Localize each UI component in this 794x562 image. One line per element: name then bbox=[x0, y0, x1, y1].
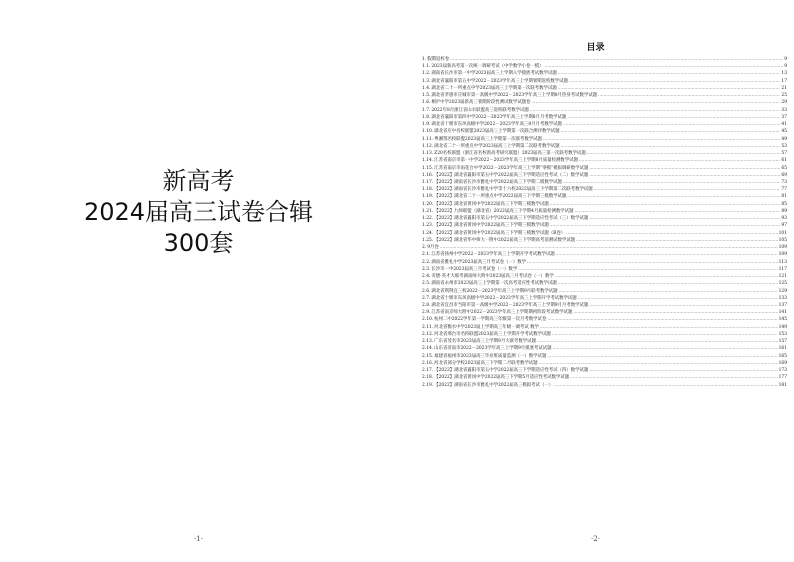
toc-entry-number: 1.8. bbox=[422, 114, 431, 120]
toc-entry-title: 桐庐中学2023届新高三暑期阶段性测试数学试题卷 bbox=[431, 100, 531, 106]
toc-entry[interactable] bbox=[422, 374, 787, 381]
toc-entry-page: 65 bbox=[781, 165, 787, 171]
toc-entry-title: 【2022】湖北省襄阳市第五中学2022届高三下学期适应性考试（三）数学试题 bbox=[434, 216, 589, 222]
toc-entry-leader bbox=[589, 367, 777, 374]
cover-title-line2: 2024届高三试卷合辑 bbox=[83, 198, 314, 226]
toc-entry-number: 2.13. bbox=[422, 339, 434, 345]
toc-entry-page: 73 bbox=[781, 179, 787, 185]
toc-entry-leader bbox=[552, 331, 778, 338]
toc-entry[interactable] bbox=[422, 244, 787, 251]
toc-entry-page: 141 bbox=[778, 310, 787, 316]
toc-entry-number: 1.20. bbox=[422, 201, 434, 207]
toc-entry[interactable] bbox=[422, 78, 787, 85]
toc-entry-leader bbox=[440, 244, 778, 251]
toc-entry-leader bbox=[545, 63, 784, 70]
toc-entry-title: 湖北省十堰市东风高级中学2022－2023学年高三8月月考数学试题 bbox=[431, 122, 562, 128]
toc-entry-title: 湖北省二十一所重点中学2023届高三上学期第一次联考数学试题 bbox=[431, 85, 557, 91]
toc-entry-number: 1.13. bbox=[422, 151, 434, 157]
toc-entry-leader bbox=[578, 295, 778, 302]
toc-entry-leader bbox=[594, 186, 781, 193]
toc-entry-title: 河北省邢台市名校联盟2023届高三上学期开学考试数学试题 bbox=[434, 331, 551, 337]
toc-entry-page: 13 bbox=[781, 71, 787, 77]
toc-entry-title: 假期返校卷 bbox=[427, 57, 450, 62]
toc-entry-title: 【2022】湖北省二十一所重点中学2022届高三下学期三模数学试题 bbox=[434, 194, 567, 200]
toc-entry-title: 江苏省南京师大附中2022－2023学年高三上学期期初阶段考试数学试题 bbox=[431, 310, 573, 316]
toc-entry-number: 1.23. bbox=[422, 223, 434, 229]
toc-list bbox=[422, 56, 787, 389]
toc-entry[interactable] bbox=[422, 70, 787, 77]
toc-entry-leader bbox=[563, 179, 781, 186]
toc-entry-number: 2.3. bbox=[422, 266, 431, 272]
toc-entry-title: 【2022】湖北省襄阳市第五中学2022届高三下学期适应性考试（四）数学试题 bbox=[434, 368, 589, 374]
toc-entry-number: 2.11. bbox=[422, 324, 434, 330]
toc-entry-title: 湖南省雅礼中学2023届高三月考试卷（一）数学 bbox=[431, 259, 526, 265]
toc-entry[interactable] bbox=[422, 324, 787, 331]
toc-entry[interactable] bbox=[422, 136, 787, 143]
toc-entry-leader bbox=[547, 353, 777, 360]
toc-entry-page: 113 bbox=[778, 259, 787, 265]
toc-entry-leader bbox=[553, 345, 778, 352]
toc-entry-title: 【2022】湖北省黄冈中学2022届高三下学期三模数学试题（B卷） bbox=[434, 230, 566, 236]
toc-entry-leader bbox=[550, 201, 781, 208]
toc-entry-number: 2.4. bbox=[422, 274, 431, 280]
toc-entry[interactable] bbox=[422, 266, 787, 273]
toc-entry-number: 1.9. bbox=[422, 122, 431, 128]
toc-entry-title: 河北省部分学校2023届高三下学期二月联考数学试题 bbox=[434, 360, 538, 366]
toc-entry[interactable] bbox=[422, 179, 787, 186]
cover-title bbox=[0, 166, 397, 259]
toc-entry-page: 45 bbox=[781, 129, 787, 135]
toc-entry-number: 2.5. bbox=[422, 281, 431, 287]
toc-entry-leader bbox=[530, 107, 781, 114]
toc-entry[interactable] bbox=[422, 338, 787, 345]
toc-entry-leader bbox=[589, 302, 777, 309]
toc-entry-page: 9 bbox=[784, 64, 787, 70]
toc-entry-title: 湖北省十堰市东风高级中学2022－2023学年高三上学期开学考试数学试题 bbox=[431, 295, 577, 301]
toc-entry-page: 149 bbox=[778, 324, 787, 330]
toc-entry-number: 2.2. bbox=[422, 259, 431, 265]
toc-entry-page: 177 bbox=[778, 375, 787, 381]
toc-entry-page: 49 bbox=[781, 136, 787, 142]
toc-entry-page: 61 bbox=[781, 158, 787, 164]
toc-entry-page: 89 bbox=[781, 208, 787, 214]
toc-entry-title: 【2022】湖南省长沙市雅礼中学等十六校2022届高三下学期第二次联考数学试题 bbox=[434, 187, 593, 193]
toc-entry-leader bbox=[531, 99, 780, 106]
toc-entry-title: 粤湘鄂名校联盟2023届高三上学期第一次联考数学试题 bbox=[434, 136, 542, 142]
toc-entry-leader bbox=[518, 266, 777, 273]
toc-title: 目录 bbox=[586, 43, 605, 53]
toc-entry[interactable] bbox=[422, 273, 787, 280]
toc-entry-page: 85 bbox=[781, 201, 787, 207]
toc-entry-page: 133 bbox=[778, 295, 787, 301]
toc-entry-number: 1.3. bbox=[422, 78, 431, 84]
toc-entry-leader bbox=[567, 114, 780, 121]
toc-entry-title: 福建省福州市2023届高三毕业班质量监测（一）数学试题 bbox=[434, 353, 547, 359]
toc-entry-number: 1.11. bbox=[422, 136, 434, 142]
toc-entry-title: 【2022】湖南省长沙市雅礼中学2022届高三下学期二模数学试题 bbox=[434, 179, 562, 185]
toc-entry-number: 1.17. bbox=[422, 179, 434, 185]
toc-entry[interactable] bbox=[422, 143, 787, 150]
toc-entry-number: 2.14. bbox=[422, 346, 434, 352]
toc-entry-page: 129 bbox=[778, 288, 787, 294]
toc-entry-title: 【2022】湖北省襄阳市第五中学2022届高三下学期适应性考试（二）数学试题 bbox=[434, 172, 589, 178]
toc-entry-title: 2023届新高考第一次统一调研考试（中学数学小卷一模） bbox=[431, 64, 544, 70]
toc-entry[interactable] bbox=[422, 309, 787, 316]
toc-entry-title: 9月卷 bbox=[427, 245, 439, 251]
toc-entry-number: 2.12. bbox=[422, 331, 434, 337]
toc-entry[interactable] bbox=[422, 85, 787, 92]
toc-entry[interactable] bbox=[422, 208, 787, 215]
toc-entry-leader bbox=[587, 150, 781, 157]
toc-entry-number: 2.16. bbox=[422, 360, 434, 366]
toc-entry-number: 1.21. bbox=[422, 208, 434, 214]
toc-entry-page: 53 bbox=[781, 143, 787, 149]
toc-entry[interactable] bbox=[422, 251, 787, 258]
toc-entry-title: 【2022】湖北省黄冈中学2022届高三下学期三模数学试题 bbox=[434, 223, 549, 229]
toc-entry-title: 广东省茂名市2023届高三上学期9月大联考数学试题 bbox=[434, 339, 536, 345]
toc-entry-leader bbox=[543, 136, 780, 143]
toc-entry-leader bbox=[576, 237, 778, 244]
toc-entry[interactable] bbox=[422, 367, 787, 374]
toc-entry-number: 1.12. bbox=[422, 143, 434, 149]
toc-entry-leader bbox=[554, 382, 777, 389]
toc-entry[interactable] bbox=[422, 172, 787, 179]
toc-entry-leader bbox=[563, 121, 780, 128]
toc-entry-title: 【2022】湖南省长沙市雅礼中学2022届高三模拟考试（一） bbox=[434, 382, 554, 388]
toc-entry-page: 181 bbox=[778, 382, 787, 388]
toc-entry-page: 17 bbox=[781, 78, 787, 84]
toc-entry[interactable] bbox=[422, 316, 787, 323]
toc-entry[interactable] bbox=[422, 157, 787, 164]
toc-entry[interactable] bbox=[422, 128, 787, 135]
toc-entry-number: 1.1. bbox=[422, 64, 431, 70]
toc-entry-page: 109 bbox=[778, 245, 787, 251]
toc-entry-number: 1.6. bbox=[422, 100, 431, 106]
toc-entry-number: 1.5. bbox=[422, 93, 431, 99]
toc-entry[interactable] bbox=[422, 360, 787, 367]
toc-entry[interactable] bbox=[422, 107, 787, 114]
toc-entry-title: 湖北省二十一所重点中学2023届高三上学期第二次联考数学试题 bbox=[434, 143, 560, 149]
toc-entry-number: 1.22. bbox=[422, 216, 434, 222]
toc-entry-leader bbox=[550, 222, 781, 229]
toc-entry-page: 157 bbox=[778, 339, 787, 345]
toc-entry-page: 25 bbox=[781, 93, 787, 99]
toc-entry[interactable] bbox=[422, 230, 787, 237]
toc-entry-page: 57 bbox=[781, 151, 787, 157]
toc-entry-number: 2.9. bbox=[422, 310, 431, 316]
toc-entry[interactable] bbox=[422, 92, 787, 99]
toc-entry-page: 77 bbox=[781, 187, 787, 193]
toc-entry-leader bbox=[566, 230, 777, 237]
toc-entry[interactable] bbox=[422, 63, 787, 70]
toc-entry-page: 165 bbox=[778, 353, 787, 359]
toc-entry-title: 江苏省南京市雨花台中学2022－2023学年高三上学期“零模”模拟调研数学试题 bbox=[434, 165, 589, 171]
toc-entry[interactable] bbox=[422, 215, 787, 222]
toc-entry-page: 29 bbox=[781, 100, 787, 106]
toc-entry-title: 湖南省永州市2023届高三上学期第一次高考适应性考试数学试题 bbox=[431, 281, 557, 287]
toc-entry[interactable] bbox=[422, 99, 787, 106]
toc-entry-leader bbox=[573, 309, 777, 316]
toc-entry-page: 81 bbox=[781, 194, 787, 200]
toc-entry[interactable] bbox=[422, 331, 787, 338]
toc-entry-page: 101 bbox=[778, 230, 787, 236]
page-number-right: ·2· bbox=[591, 535, 600, 543]
toc-entry-leader bbox=[527, 259, 778, 266]
toc-entry-page: 21 bbox=[781, 85, 787, 91]
toc-entry-number: 1.2. bbox=[422, 71, 431, 77]
toc-entry-title: 2022年8月浙江省山水联盟高三返校联考数学试题 bbox=[431, 107, 529, 113]
toc-entry-title: 湖北省宜昌市当阳市第一高级中学2022－2023学年高三上学期9月月考数学试题 bbox=[431, 302, 589, 308]
toc-entry-title: 湖北省襄阳市第四中学2022－2023学年高三上学期8月月考数学试题 bbox=[431, 114, 567, 120]
toc-entry-leader bbox=[589, 172, 780, 179]
toc-entry-page: 33 bbox=[781, 107, 787, 113]
toc-entry-page: 69 bbox=[781, 172, 787, 178]
toc-entry-number: 1.4. bbox=[422, 85, 431, 91]
toc-entry-page: 109 bbox=[778, 252, 787, 258]
toc-entry-title: 湖北省襄阳市第五中学2022－2023学年高三上学期暑期返校数学试题 bbox=[431, 78, 568, 84]
toc-entry-number: 2. bbox=[422, 245, 427, 251]
toc-entry[interactable] bbox=[422, 201, 787, 208]
toc-entry-title: 【2022】湖北省华中师大一附中2022届高三下学期高考前测试数学试题 bbox=[434, 237, 576, 243]
toc-entry-leader bbox=[579, 157, 781, 164]
toc-entry-number: 1.15. bbox=[422, 165, 434, 171]
toc-entry-leader bbox=[450, 56, 783, 63]
toc-entry-title: 【2022】湖北省黄冈中学2022届高三下学期5月适应性考试数学试题 bbox=[434, 375, 570, 381]
toc-entry-leader bbox=[589, 165, 780, 172]
toc-entry-title: 湖北省荆荆宜三校2022－2023学年高三上学期9月联考数学试题 bbox=[431, 288, 558, 294]
toc-entry-page: 169 bbox=[778, 360, 787, 366]
toc-entry-number: 2.19. bbox=[422, 382, 434, 388]
toc-entry[interactable] bbox=[422, 302, 787, 309]
toc-entry-page: 125 bbox=[778, 281, 787, 287]
toc-entry-title: 江苏省扬州中学2022－2023学年高三上学期开学考试数学试题 bbox=[431, 252, 555, 258]
toc-entry-page: 41 bbox=[781, 122, 787, 128]
toc-entry-title: 江苏省南京市第一中学2022－2023学年高三上学期8月质量检测数学试题 bbox=[434, 158, 578, 164]
toc-entry-title: 炎德·英才大联考湖南师大附中2023届高三月考试卷（一）数学 bbox=[431, 274, 554, 280]
toc-entry-leader bbox=[539, 360, 778, 367]
toc-entry-number: 1.24. bbox=[422, 230, 434, 236]
toc-entry-title: Z20名校联盟（浙江省名校新高考研究联盟）2023届高三第一次联考数学试题 bbox=[434, 151, 586, 157]
toc-entry-title: 河北省衡水中学2023届上学期高三年级一调考试 数学 bbox=[434, 324, 539, 330]
toc-entry[interactable] bbox=[422, 193, 787, 200]
toc-entry-title: 【2022】九师联盟（湖北省）2022届高三下学期4月质量检测数学试题 bbox=[434, 208, 574, 214]
toc-entry-number: 2.17. bbox=[422, 368, 434, 374]
toc-entry-page: 97 bbox=[781, 223, 787, 229]
toc-entry-page: 173 bbox=[778, 368, 787, 374]
toc-entry-number: 2.7. bbox=[422, 295, 431, 301]
toc-entry-number: 2.10. bbox=[422, 317, 434, 323]
toc-entry[interactable] bbox=[422, 121, 787, 128]
cover-title-line3: 300套 bbox=[163, 229, 234, 257]
toc-entry-number: 2.1. bbox=[422, 252, 431, 258]
toc-entry-leader bbox=[569, 78, 781, 85]
toc-entry-title: 长沙市一中2023届高三月考试卷（一）数学 bbox=[431, 266, 518, 272]
toc-entry-page: 117 bbox=[778, 266, 787, 272]
toc-entry-number: 1.7. bbox=[422, 107, 431, 113]
toc-entry-title: 杭州二中2022学年第一学期高三年级第一次月考数学试卷 bbox=[434, 317, 547, 323]
toc-entry[interactable] bbox=[422, 114, 787, 121]
toc-entry-number: 2.8. bbox=[422, 302, 431, 308]
toc-entry-leader bbox=[589, 215, 780, 222]
toc-entry-leader bbox=[598, 92, 780, 99]
toc-entry[interactable] bbox=[422, 295, 787, 302]
toc-entry-leader bbox=[570, 374, 778, 381]
toc-entry[interactable] bbox=[422, 56, 787, 63]
toc-entry-page: 161 bbox=[778, 346, 787, 352]
toc-entry-page: 153 bbox=[778, 331, 787, 337]
toc-entry[interactable] bbox=[422, 165, 787, 172]
toc-entry-page: 145 bbox=[778, 317, 787, 323]
toc-entry-leader bbox=[555, 273, 778, 280]
toc-entry[interactable] bbox=[422, 382, 787, 389]
toc-entry-leader bbox=[558, 70, 781, 77]
toc-entry-page: 9 bbox=[784, 57, 787, 62]
toc-entry-number: 2.6. bbox=[422, 288, 431, 294]
toc-entry[interactable] bbox=[422, 259, 787, 266]
toc-entry-leader bbox=[567, 193, 780, 200]
right-page bbox=[397, 0, 794, 562]
toc-entry[interactable] bbox=[422, 288, 787, 295]
toc-entry-leader bbox=[558, 280, 778, 287]
toc-entry-page: 121 bbox=[778, 274, 787, 280]
toc-entry[interactable] bbox=[422, 353, 787, 360]
toc-entry[interactable] bbox=[422, 186, 787, 193]
toc-entry-number: 1. bbox=[422, 57, 427, 62]
toc-entry-leader bbox=[561, 128, 781, 135]
toc-entry-page: 93 bbox=[781, 216, 787, 222]
toc-entry[interactable] bbox=[422, 150, 787, 157]
toc-entry-leader bbox=[559, 288, 778, 295]
toc-entry-number: 1.16. bbox=[422, 172, 434, 178]
toc-entry-title: 湖北省孝感市应城市第一高级中学2022－2023学年高三上学期8月热身考试数学试题 bbox=[431, 93, 598, 99]
toc-entry-number: 1.25. bbox=[422, 237, 434, 243]
toc-entry-leader bbox=[561, 143, 781, 150]
toc-entry[interactable] bbox=[422, 280, 787, 287]
toc-entry-page: 105 bbox=[778, 237, 787, 243]
toc-entry[interactable] bbox=[422, 222, 787, 229]
toc-entry-number: 1.14. bbox=[422, 158, 434, 164]
toc-entry-leader bbox=[540, 324, 778, 331]
toc-entry-number: 2.15. bbox=[422, 353, 434, 359]
toc-entry-leader bbox=[556, 251, 778, 258]
toc-entry-title: 【2022】湖北省黄冈中学2022届高三下学期三模数学试题 bbox=[434, 201, 549, 207]
toc-entry-title: 湖南省长沙市第一中学2023届高三上学期入学摸底考试数学试题 bbox=[431, 71, 557, 77]
toc-entry-page: 37 bbox=[781, 114, 787, 120]
page-number-left: ·1· bbox=[194, 535, 203, 543]
toc-entry-leader bbox=[537, 338, 778, 345]
toc-entry-leader bbox=[574, 208, 780, 215]
toc-entry-number: 1.18. bbox=[422, 187, 434, 193]
toc-entry[interactable] bbox=[422, 237, 787, 244]
toc-entry-number: 1.10. bbox=[422, 129, 434, 135]
toc-entry[interactable] bbox=[422, 345, 787, 352]
toc-entry-title: 山东省济南市2022－2023学年高三上学期9月摸底考试试题 bbox=[434, 346, 552, 352]
toc-entry-number: 1.19. bbox=[422, 194, 434, 200]
toc-entry-page: 137 bbox=[778, 302, 787, 308]
cover-title-line1: 新高考 bbox=[162, 167, 235, 195]
toc-entry-leader bbox=[558, 85, 781, 92]
toc-entry-leader bbox=[547, 316, 777, 323]
toc-entry-title: 湖北省应中名校联盟2023届高三上学期第一次联合测评数学试题 bbox=[434, 129, 560, 135]
toc-entry-number: 2.18. bbox=[422, 375, 434, 381]
